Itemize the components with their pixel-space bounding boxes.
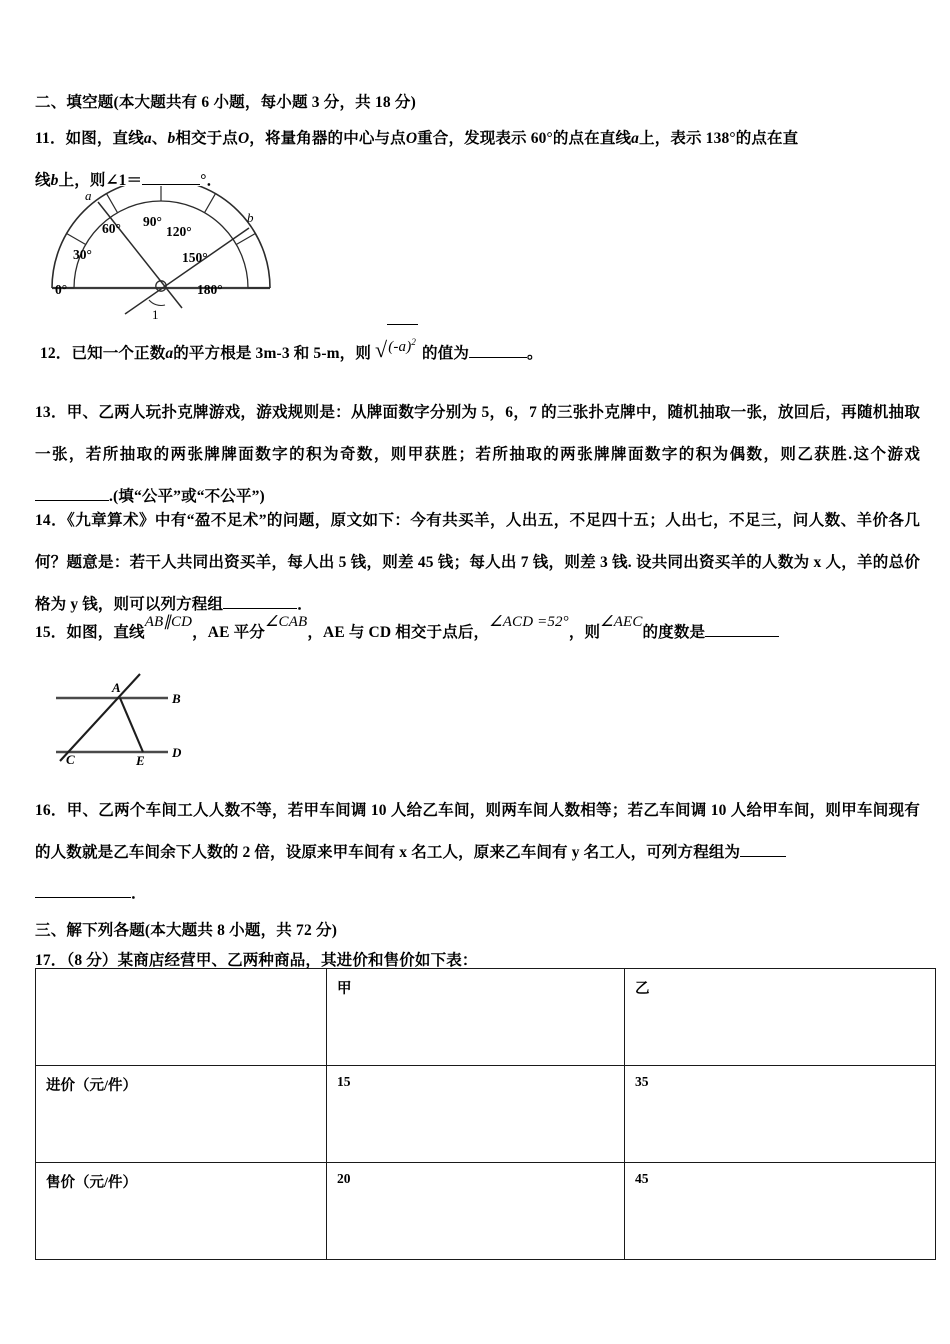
q17-number: 17． [35,952,67,969]
protractor-label-30: 30° [73,247,92,262]
q15-number: 15． [35,624,67,641]
q11-var-a: a [143,130,152,147]
q11-text-f: 上，表示 138°的点在直 [639,130,799,147]
q16-text-tail: ． [131,885,147,902]
line-b-stroke [125,228,249,314]
table-row-header [36,969,936,1066]
q12-answer-blank[interactable] [469,357,527,358]
protractor-label-120: 120° [166,224,192,239]
q12-text-d: 。 [527,345,543,362]
q13-text-tail: .(填“公平”或“不公平”) [109,488,265,505]
question-16 [35,790,920,874]
section-heading-solve-problems: 三、解下列各题(本大题共 8 小题，共 72 分) [35,922,338,939]
question-11 [35,118,915,160]
q12-var-a: a [165,345,174,362]
point-label-e: E [136,753,145,768]
line-a-stroke [98,202,182,308]
q11-answer-blank[interactable] [142,184,200,185]
point-label-d: D [172,745,182,760]
protractor-label-180: 180° [197,282,223,297]
q11-line2-a: 线 [35,172,51,189]
protractor-line-a-label: a [85,188,92,203]
q11-text-b: 、 [151,130,168,147]
q11-line2-c: °． [200,172,223,189]
q11-text-a: 如图，直线 [65,130,144,147]
q15-math-angle-aec: ∠AEC [600,614,643,630]
q11-var-b2: b [50,172,59,189]
q16-answer-blank-2[interactable] [35,897,131,898]
q11-var-a2: a [631,130,640,147]
protractor-label-60: 60° [102,221,121,236]
sqrt-icon: √ [375,337,388,362]
q15-text-e: 的度数是 [642,624,706,641]
question-12 [40,330,543,376]
q15-text-b: ，AE 平分 [192,624,265,641]
q12-text-b: 的平方根是 3m-3 和 5-m，则 [173,345,371,362]
q12-sqrt-expression [375,327,418,373]
q11-var-o2: O [405,130,418,147]
q11-var-o: O [237,130,250,147]
table-cell-row-label-price: 售价（元/件） [36,1163,327,1260]
q11-var-b: b [167,130,176,147]
protractor-tick-30 [67,234,86,245]
protractor-angle-label: 1 [152,307,159,321]
protractor-figure [42,186,277,326]
q11-line2-b: 上，则∠1＝ [58,172,143,189]
q17-text: （8 分）某商店经营甲、乙两种商品，其进价和售价如下表： [66,952,478,969]
protractor-svg [42,186,277,321]
q15-text-a: 如图，直线 [66,624,145,641]
q14-number: 14． [35,512,68,529]
question-15 [35,612,930,654]
table-cell-corner-empty [36,969,327,1066]
protractor-tick-60 [107,194,118,213]
table-cell-price-jia: 20 [327,1163,625,1260]
table-cell-price-yi: 45 [625,1163,936,1260]
point-label-b: B [172,691,181,706]
q12-text-a: 已知一个正数 [71,345,166,362]
q12-radicand-base: (-a) [388,339,412,355]
q12-number: 12． [40,345,72,362]
segment-ae [120,698,143,752]
protractor-line-b-label: b [247,210,254,225]
table-row [36,1066,936,1163]
q11-number: 11． [35,130,66,147]
q15-math-angle-cab: ∠CAB [264,614,308,630]
protractor-label-0: 0° [55,282,68,297]
table-header-yi: 乙 [625,969,936,1066]
point-label-c: C [66,752,75,767]
q11-text-c: 相交于点 [175,130,238,147]
q15-answer-blank[interactable] [705,636,779,637]
price-table [35,968,936,1260]
protractor-tick-120 [205,194,216,213]
q12-text-c: 的值为 [422,345,469,362]
q16-answer-blank-1[interactable] [740,856,786,857]
q11-text-d: ，将量角器的中心与点 [249,130,406,147]
protractor-label-150: 150° [182,250,208,265]
table-row [36,1163,936,1260]
q12-radicand-exponent: 2 [411,337,417,347]
q13-text: 甲、乙两人玩扑克牌游戏，游戏规则是：从牌面数字分别为 5，6，7 的三张扑克牌中，随机抽取一张，放回后，再随机抽取一张，若所抽取的两张牌牌面数字的积为奇数，则甲获胜；若所抽取的两张牌牌面数字的积为偶数，则乙获胜.这个游戏 [35,404,920,463]
q15-text-d: ，则 [568,624,601,641]
q11-text-e: 重合，发现表示 60°的点在直线 [417,130,632,147]
table-cell-cost-yi: 35 [625,1066,936,1163]
q15-math-ab-cd: AB∥CD [144,614,193,630]
protractor-label-90: 90° [143,214,162,229]
table-header-jia: 甲 [327,969,625,1066]
q13-number: 13． [35,404,67,421]
table-cell-row-label-cost: 进价（元/件） [36,1066,327,1163]
question-16-line3 [35,873,147,915]
q15-math-angle-acd: ∠ACD =52° [489,614,569,630]
angle-1-arc [149,300,165,305]
parallel-lines-figure [48,662,218,779]
q14-text-tail: ． [297,596,313,613]
q12-radicand [387,324,418,369]
section-heading-fill-in-blanks: 二、填空题(本大题共有 6 小题，每小题 3 分，共 18 分) [35,94,416,111]
q16-text: 甲、乙两个车间工人人数不等，若甲车间调 10 人给乙车间，则两车间人数相等；若乙车间调 10 人给甲车间，则甲车间现有的人数就是乙车间余下人数的 2 倍，设原来甲车间有 x 名工人，原来乙车间有 y 名工人，可列方程组为 [35,802,921,861]
parallel-lines-svg [48,662,218,774]
q14-text: 《九章算术》中有“盈不足术”的问题，原文如下：今有共买羊，人出五，不足四十五；人出七，不足三，问人数、羊价各几何？题意是：若干人共同出资买羊，每人出 5 钱，则差 45 钱；每人出 7 钱，则差 3 钱. 设共同出资买羊的人数为 x 人，羊的总价格为 y 钱，则可以列方程组 [35,512,920,613]
q16-number: 16． [35,802,67,819]
table-cell-cost-jia: 15 [327,1066,625,1163]
q15-text-c: ，AE 与 CD 相交于点后， [307,624,490,641]
point-label-a: A [112,680,121,695]
